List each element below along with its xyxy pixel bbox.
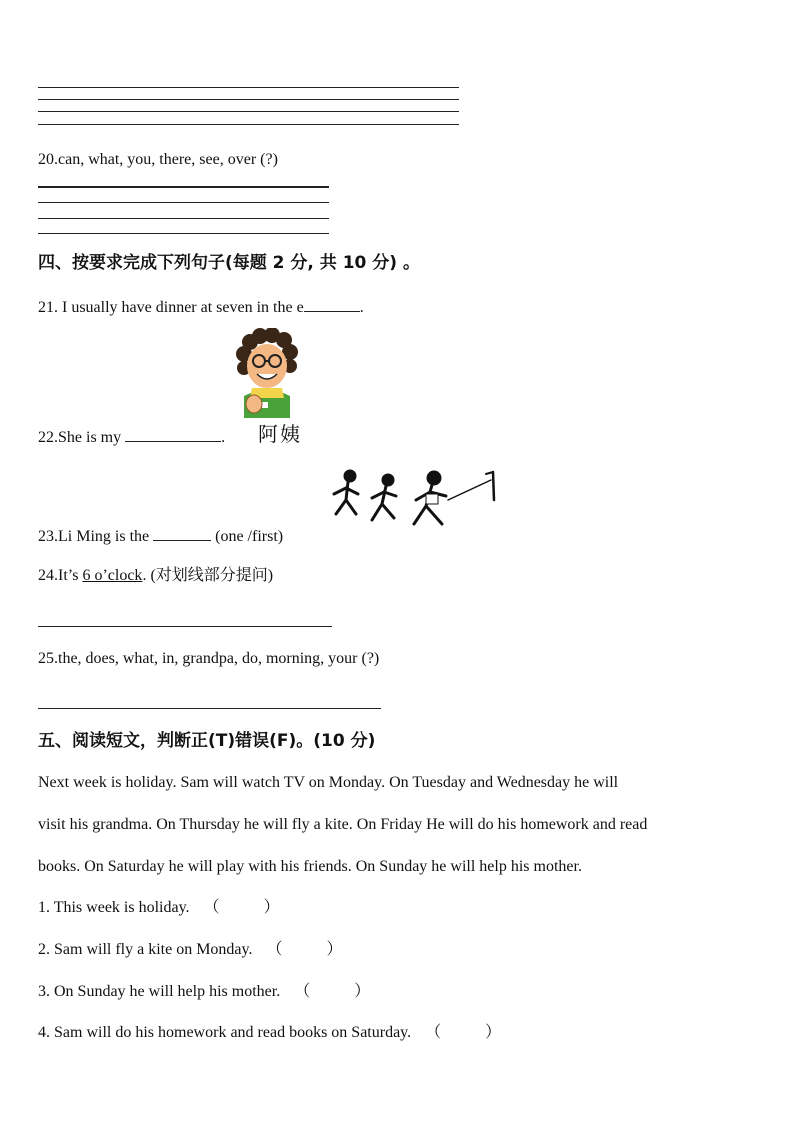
judgement-1-text: 1. This week is holiday. [38,899,190,916]
q23-prompt: 23.Li Ming is the [38,528,150,545]
passage-line-1: Next week is holiday. Sam will watch TV on Monday. On Tuesday and Wednesday he will [38,774,619,791]
judgement-1 [38,898,280,918]
q20-answer-line-1[interactable] [38,186,329,188]
judgement-1-answer[interactable]: （ ） [203,899,280,916]
q21-line [38,295,364,318]
judgement-4-text: 4. Sam will do his homework and read books on Saturday. [38,1024,412,1041]
q24-underlined: 6 o’clock [82,567,143,584]
q19-answer-line-3[interactable] [38,111,459,112]
q22-answer-blank[interactable] [125,425,221,442]
judgement-2-text: 2. Sam will fly a kite on Monday. [38,941,253,958]
judgement-4 [38,1023,501,1043]
auntie-caption: 阿姨 [258,422,302,446]
judgement-4-answer[interactable]: （ ） [425,1024,502,1041]
judgement-3-text: 3. On Sunday he will help his mother. [38,983,281,1000]
auntie-illustration [232,328,302,418]
q23-line [38,524,283,547]
q21-prompt: 21. I usually have dinner at seven in the e [38,299,304,316]
q19-answer-line-2[interactable] [38,99,459,100]
q23-answer-blank[interactable] [153,524,211,541]
q24-prefix: 24.It’s [38,567,83,584]
q20-prompt: 20.can, what, you, there, see, over (?) [38,151,278,168]
q19-answer-line-4[interactable] [38,124,459,125]
passage-line-2: visit his grandma. On Thursday he will fly a kite. On Friday He will do his homework and read [38,816,648,833]
q21-end: . [359,299,364,316]
section4-title: 四、按要求完成下列句子(每题 2 分, 共 10 分) 。 [38,253,420,273]
q24-suffix: . (对划线部分提问) [142,567,274,584]
q20-answer-line-3[interactable] [38,218,329,219]
judgement-2 [38,940,343,960]
q21-answer-blank[interactable] [304,295,360,312]
passage-line-3: books. On Saturday he will play with his friends. On Sunday he will help his mother. [38,858,582,875]
judgement-3-answer[interactable]: （ ） [294,983,371,1000]
judgement-3 [38,982,370,1002]
q20-answer-line-2[interactable] [38,202,329,203]
q24-answer-line[interactable] [38,626,332,627]
q22-line [38,425,225,448]
q22-end: . [221,429,226,446]
q23-hint: (one /first) [215,528,284,545]
q20-answer-line-4[interactable] [38,233,329,234]
judgement-2-answer[interactable]: （ ） [266,941,343,958]
race-illustration [326,466,501,538]
q25-prompt: 25.the, does, what, in, grandpa, do, morning, your (?) [38,650,380,667]
q19-answer-line-1[interactable] [38,87,459,88]
q22-prompt: 22.She is my [38,429,122,446]
q24-line [38,566,273,586]
section5-title: 五、阅读短文，判断正(T)错误(F)。(10 分) [38,731,376,751]
q25-answer-line[interactable] [38,708,381,709]
